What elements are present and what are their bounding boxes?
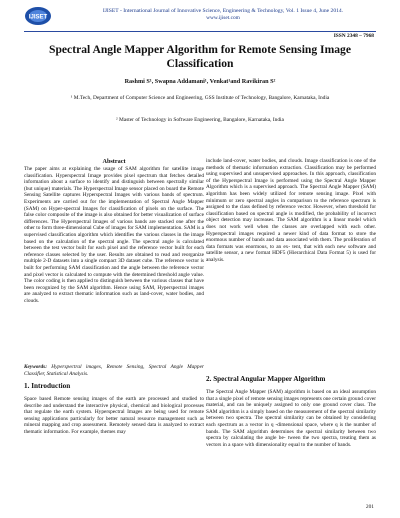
affiliation-1: ¹ M.Tech, Department of Computer Science and Engineering, GSS Institute of Technology, Bangalore, Karnataka, India: [70, 95, 330, 101]
affiliation-2: ² Master of Technology in Software Engineering, Bangalore, Karnataka, India: [116, 117, 284, 123]
section-1-text: Space based Remote sensing images of the earth are processed and studied to describe and understand the interactive physical, chemical and biological processes that regulate the earth system. Hyperspectral Images are being used for remote sensing applications particularly for better natural resource management such as mineral mapping and crop assessment. Remotely sensed data is analyzed to extract thematic information. For example, themes may: [24, 396, 204, 435]
abstract-heading: Abstract: [102, 158, 126, 165]
header-divider: [24, 31, 376, 32]
journal-logo: [24, 6, 52, 26]
section-2-text: The Spectral Angle Mapper (SAM) algorithm is based on an ideal assumption that a single pixel of remote sensing images represents one certain ground cover material, and can be uniquely assigned to only one ground cover class. The SAM algorithm is a simply based on the measurement of the spectral similarity between two spectra. The spectral similarity can be obtained by considering each spectrum as a vector in q -dimensional space, where q is the number of bands. The SAM algorithm determines the spectral similarity between two spectra by calculating the angle be- tween the two spectra, treating them as vectors in a space with dimensionality equal to the number of bands.: [206, 389, 376, 448]
section-1-heading: 1. Introduction: [24, 382, 71, 390]
paper-title: Spectral Angle Mapper Algorithm for Remote Sensing Image Classification: [49, 43, 351, 70]
right-column-text: include land-cover, water bodies, and clouds. Image classification is one of the methods of thematic information extraction. Classification may be performed using supervised and unsupervised approaches. In this approach, classification of the Hyperspectral Image is performed using the Spectral Angle Mapper Algorithm which is a supervised approach. The Spectral Angle Mapper (SAM) algorithm has been widely utilized for remote sensing image. Pixel with minimum or zero spectral angles in comparison to the reference spectrum is assigned to the class defined by reference vector. However, when threshold for classification based on spectral angle is modified, the probability of incorrect object detection may increases. The SAM algorithm is a linear model which does not work well when the classes are overlapped with each other. Hyperspectral images required a newer kind of data format to store the enormous number of bands and data associated with them. The proliferation of data formats was enormous, to an ex- tent, that with each new software and satellite sensor, a new format HDF5 (Hierarchical Data Format 5) is used for analysis.: [206, 158, 376, 263]
svg-text:IJISET: IJISET: [28, 14, 48, 21]
page-number: 201: [365, 504, 374, 510]
section-2-heading: 2. Spectral Angular Mapper Algorithm: [206, 375, 326, 383]
journal-header: [24, 6, 376, 30]
journal-url: www.ijiset.com: [206, 15, 240, 21]
abstract-text: The paper aims at explaining the usage of SAM algorithm for satellite image classification. Hyperspectral Image provides pixel spectrum that fetches detailed information about a surface to identify and distinguish between spectrally similar (but unique) materials. The Hyperspectral Image sensor placed on board the Remote Sensing Satellite captures Hyperspectral Images with various bands of spectrum. Experiments are carried out for the implementation of Spectral Angle Mapper (SAM) on Hyper-spectral Images for classification of pixels on the surface. The false color composite of the image is also obtained for better visualization of surface differences. The Hyperspectral Images of various bands are stacked one after the other to form three-dimensional Cube of images for SAM implementation. SAM is a supervised classification algorithm which identifies the various classes in the image based on the calculation of the spectral angle. The spectral angle is calculated between the test vector built for each pixel and the reference vector built for each reference classes selected by the user. Results are obtained to read and reorganize multiple 2-D datasets into a single compact 3D dataset cube. The reference vector is built for performing SAM classification and the angle between the reference vector and pixel vector is calculated to compute with the determined threshold angle value. The color coding is then applied to distinguish between the various classes that have been recognized by the SAM algorithm. Hence using SAM, Hyperspectral images are analyzed to extract thematic information such as land-cover, water bodies, and clouds.: [24, 166, 204, 304]
issn: ISSN 2348 – 7968: [333, 33, 374, 39]
authors: Rashmi S¹, Swapna Addamani¹, Venkat¹and Ravikiran S²: [124, 78, 276, 85]
keywords: [24, 364, 204, 377]
journal-line: IJISET - International Journal of Innovative Science, Engineering & Technology, Vol. 1 Issue 4, June 2014.: [102, 8, 344, 14]
keywords-text: Hyperspectral images, Remote Sensing, Spectral Angle Mapper Classifier, Statistical Analysis.: [24, 364, 204, 377]
keywords-label: Keywords:: [24, 364, 47, 370]
